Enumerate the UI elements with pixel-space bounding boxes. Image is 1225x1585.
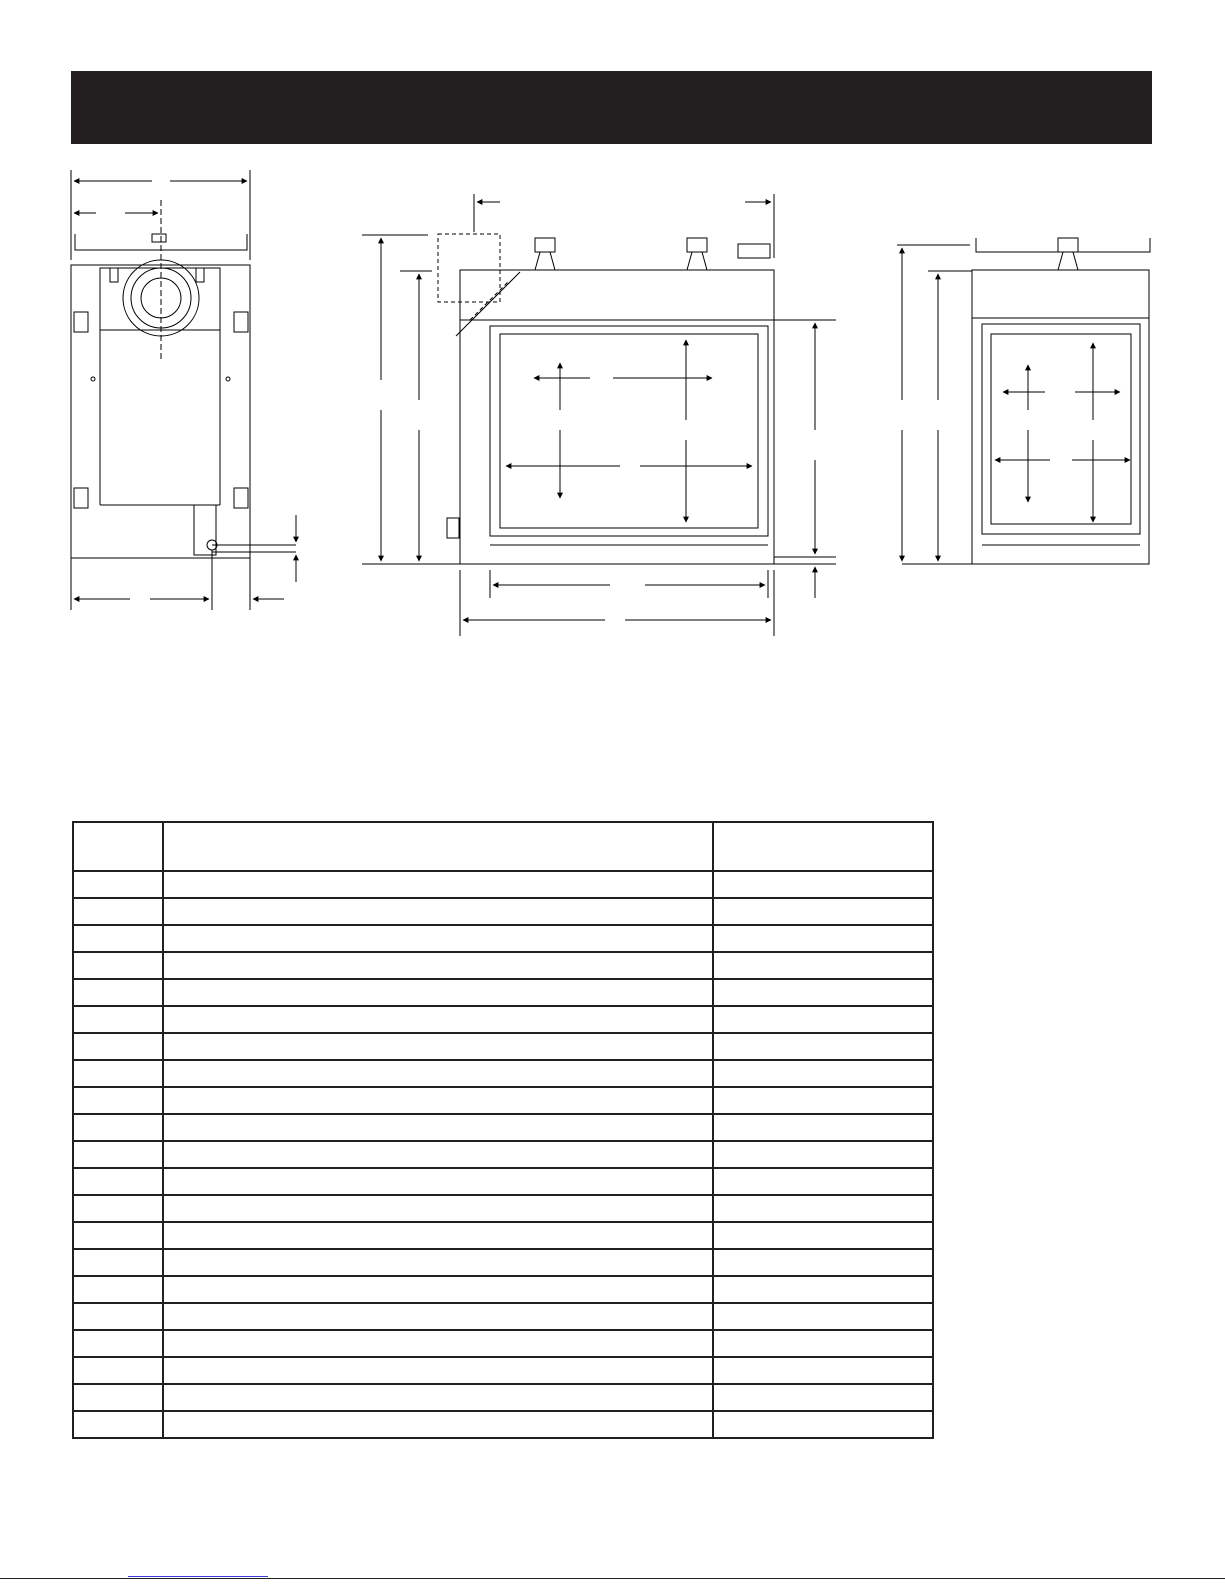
row-value-cell (713, 1033, 933, 1060)
table-row (73, 898, 933, 925)
table-row (73, 1087, 933, 1114)
header-cell-description (163, 822, 713, 871)
row-value-cell (713, 1195, 933, 1222)
footer-link[interactable] (128, 1576, 268, 1577)
row-key-cell (73, 1006, 163, 1033)
row-description-cell (163, 1033, 713, 1060)
table-row (73, 1222, 933, 1249)
top-view (71, 170, 296, 610)
dimensions-table (72, 821, 934, 1439)
row-description-cell (163, 952, 713, 979)
row-key-cell (73, 1141, 163, 1168)
row-value-cell (713, 1168, 933, 1195)
table-row (73, 1114, 933, 1141)
table-row (73, 979, 933, 1006)
table-row (73, 1006, 933, 1033)
row-value-cell (713, 979, 933, 1006)
row-value-cell (713, 1249, 933, 1276)
row-description-cell (163, 1168, 713, 1195)
row-key-cell (73, 952, 163, 979)
table-row (73, 1033, 933, 1060)
row-description-cell (163, 871, 713, 898)
table-row (73, 1303, 933, 1330)
table-row (73, 1195, 933, 1222)
row-description-cell (163, 1114, 713, 1141)
row-description-cell (163, 1006, 713, 1033)
row-key-cell (73, 1195, 163, 1222)
row-key-cell (73, 1087, 163, 1114)
row-description-cell (163, 979, 713, 1006)
row-key-cell (73, 1330, 163, 1357)
table-row (73, 925, 933, 952)
table-row (73, 1384, 933, 1411)
row-key-cell (73, 1222, 163, 1249)
row-value-cell (713, 1141, 933, 1168)
row-value-cell (713, 1276, 933, 1303)
row-key-cell (73, 1249, 163, 1276)
table-row (73, 1060, 933, 1087)
header-cell-value (713, 822, 933, 871)
row-description-cell (163, 1249, 713, 1276)
row-key-cell (73, 1114, 163, 1141)
row-description-cell (163, 1222, 713, 1249)
row-value-cell (713, 1384, 933, 1411)
row-key-cell (73, 1060, 163, 1087)
row-value-cell (713, 1114, 933, 1141)
row-value-cell (713, 1006, 933, 1033)
row-key-cell (73, 1033, 163, 1060)
row-description-cell (163, 1087, 713, 1114)
row-description-cell (163, 1303, 713, 1330)
row-value-cell (713, 1357, 933, 1384)
table-row (73, 1276, 933, 1303)
row-description-cell (163, 1330, 713, 1357)
fireplace-dimension-drawing (0, 0, 1225, 660)
table-row (73, 1330, 933, 1357)
row-description-cell (163, 898, 713, 925)
row-description-cell (163, 1276, 713, 1303)
table-row (73, 1141, 933, 1168)
table-row (73, 871, 933, 898)
table-row (73, 1249, 933, 1276)
row-key-cell (73, 1276, 163, 1303)
row-description-cell (163, 1141, 713, 1168)
row-description-cell (163, 1357, 713, 1384)
row-value-cell (713, 952, 933, 979)
front-view (362, 194, 836, 636)
row-key-cell (73, 1384, 163, 1411)
row-key-cell (73, 979, 163, 1006)
row-value-cell (713, 1303, 933, 1330)
row-key-cell (73, 925, 163, 952)
table-row (73, 1168, 933, 1195)
row-value-cell (713, 898, 933, 925)
row-value-cell (713, 925, 933, 952)
row-description-cell (163, 925, 713, 952)
table-header-row (73, 822, 933, 871)
footer-divider (0, 1578, 1225, 1579)
row-description-cell (163, 1384, 713, 1411)
row-description-cell (163, 1411, 713, 1438)
row-key-cell (73, 1168, 163, 1195)
side-view (897, 238, 1150, 564)
row-value-cell (713, 1222, 933, 1249)
table-row (73, 1357, 933, 1384)
table-row (73, 1411, 933, 1438)
row-key-cell (73, 871, 163, 898)
row-key-cell (73, 1357, 163, 1384)
row-key-cell (73, 1411, 163, 1438)
row-value-cell (713, 1330, 933, 1357)
row-value-cell (713, 1087, 933, 1114)
row-key-cell (73, 1303, 163, 1330)
row-value-cell (713, 1411, 933, 1438)
row-value-cell (713, 871, 933, 898)
row-value-cell (713, 1060, 933, 1087)
row-description-cell (163, 1060, 713, 1087)
header-cell-key (73, 822, 163, 871)
row-description-cell (163, 1195, 713, 1222)
table-row (73, 952, 933, 979)
row-key-cell (73, 898, 163, 925)
